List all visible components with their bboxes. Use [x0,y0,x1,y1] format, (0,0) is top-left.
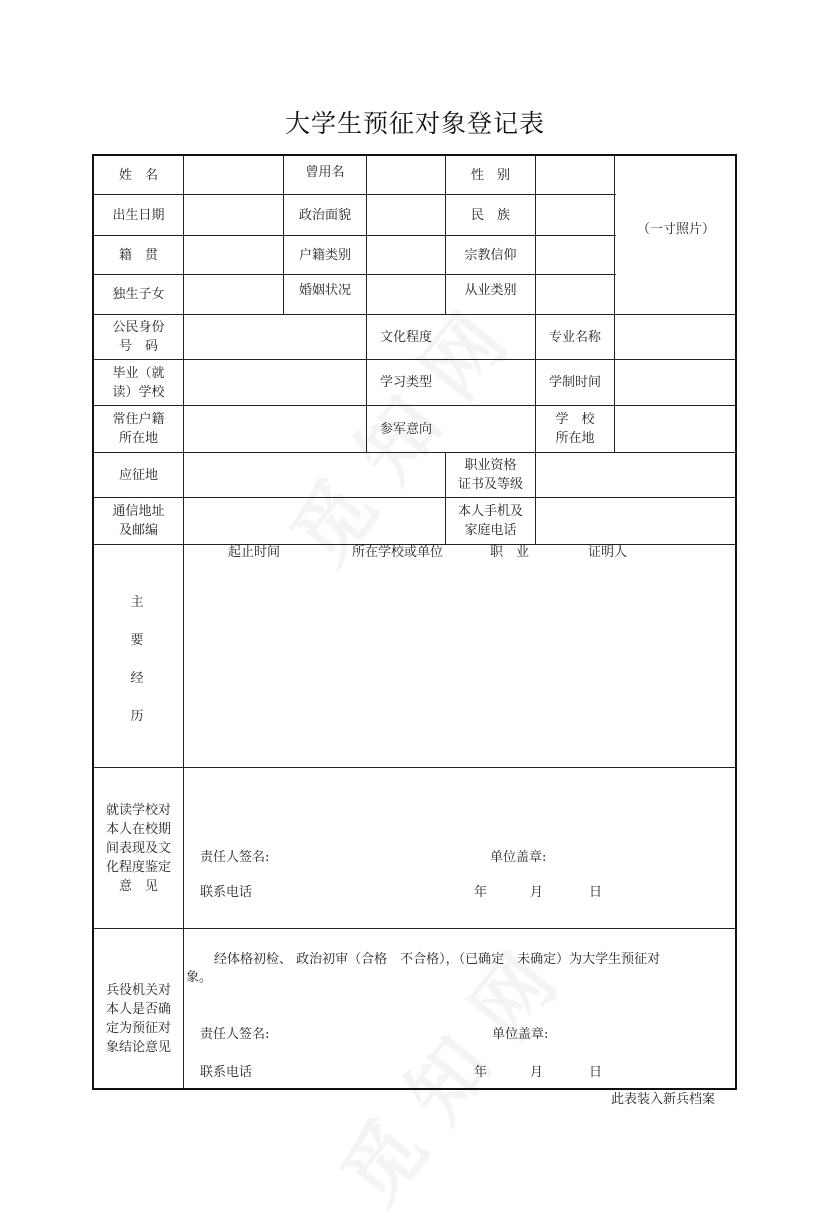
education-level-field[interactable] [446,315,535,359]
form-title: 大学生预征对象登记表 [284,109,545,138]
id-number-field[interactable] [184,315,366,359]
experience-field[interactable] [184,545,737,767]
footer-note: 此表装入新兵档案 [611,1092,716,1107]
school-signer-label: 责任人签名: [200,850,270,865]
label-program-length: 学制时间 [548,375,601,390]
label-native-place: 籍 贯 [118,247,158,263]
experience-label-char: 要 [130,633,144,648]
native-place-field[interactable] [184,236,283,274]
label-only-child: 独生子女 [112,287,165,302]
school-opinion-field[interactable] [184,768,737,928]
ethnicity-field[interactable] [536,195,614,235]
birth-date-field[interactable] [184,195,283,235]
experience-header-unit: 所在学校或单位 [352,545,444,560]
military-statement-line2: 象。 [186,970,213,985]
label-enlist-intention: 参军意向 [379,421,432,437]
graduate-school-field[interactable] [184,360,366,405]
school-date-year: 年 [474,885,488,900]
label-conscription-place: 应征地 [118,467,158,483]
school-location-field[interactable] [615,406,737,452]
military-date-day: 日 [589,1065,603,1080]
registration-form-table [92,154,737,1090]
photo-box[interactable] [615,156,737,314]
occupation-type-field[interactable] [536,275,614,314]
experience-header-witness: 证明人 [588,545,628,560]
school-date-day: 日 [589,885,603,900]
qualification-field[interactable] [536,453,737,497]
label-ethnicity: 民 族 [470,207,510,223]
military-date-year: 年 [474,1065,488,1080]
residence-field[interactable] [184,406,366,452]
label-residence: 常住户籍 所在地 [112,412,165,446]
experience-label-char: 历 [130,709,144,724]
experience-header-job: 职 业 [490,545,530,560]
label-education-level: 文化程度 [379,329,432,345]
gender-field[interactable] [536,156,614,194]
enlist-intention-field[interactable] [446,406,535,452]
school-opinion-label: 就读学校对 本人在校期 间表现及文 化程度鉴定 意 见 [105,802,171,894]
military-contact-label: 联系电话 [200,1065,253,1080]
photo-label: （一寸照片） [636,221,715,237]
label-occupation-type: 从业类别 [464,282,517,298]
label-name: 姓 名 [118,167,158,183]
conscription-place-field[interactable] [184,453,445,497]
school-seal-label: 单位盖章: [490,850,547,865]
label-gender: 性 别 [470,167,510,183]
label-major-name: 专业名称 [548,329,601,345]
religion-field[interactable] [536,236,614,274]
label-former-name: 曾用名 [305,164,345,180]
political-status-field[interactable] [367,195,445,235]
major-name-field[interactable] [615,315,737,359]
label-study-type: 学习类型 [379,375,432,390]
label-marital-status: 婚姻状况 [298,282,351,298]
military-opinion-label: 兵役机关对 本人是否确 定为预征对 象结论意见 [105,982,171,1055]
phone-field[interactable] [536,498,737,544]
label-religion: 宗教信仰 [464,247,517,263]
school-contact-label: 联系电话 [200,885,253,900]
program-length-field[interactable] [615,360,737,405]
military-date-month: 月 [530,1065,544,1080]
label-birth-date: 出生日期 [112,207,165,223]
experience-header-period: 起止时间 [228,545,281,560]
label-graduate-school: 毕业（就 读）学校 [112,365,165,400]
label-school-location: 学 校 所在地 [555,412,595,446]
only-child-field[interactable] [184,275,283,314]
experience-label [94,545,183,767]
study-type-field[interactable] [446,360,535,405]
address-field[interactable] [184,498,445,544]
former-name-field[interactable] [367,156,445,194]
military-opinion-field[interactable] [184,929,737,1088]
military-seal-label: 单位盖章: [492,1027,549,1042]
label-household-type: 户籍类别 [298,247,351,263]
marital-status-field[interactable] [367,275,445,314]
label-qualification: 职业资格 证书及等级 [457,458,523,492]
label-id-number: 公民身份 号 码 [112,320,165,354]
experience-label-char: 经 [130,671,144,686]
military-signer-label: 责任人签名: [200,1027,270,1042]
label-political-status: 政治面貌 [298,207,351,223]
school-date-month: 月 [530,885,544,900]
household-type-field[interactable] [367,236,445,274]
experience-label-char: 主 [130,595,144,610]
military-statement-line1: 经体格初检、 政治初审（合格 不合格），（已确定 未确定）为大学生预征对 [214,952,661,967]
label-address: 通信地址 及邮编 [112,504,165,538]
name-field[interactable] [184,156,283,194]
label-phone: 本人手机及 家庭电话 [457,504,523,538]
